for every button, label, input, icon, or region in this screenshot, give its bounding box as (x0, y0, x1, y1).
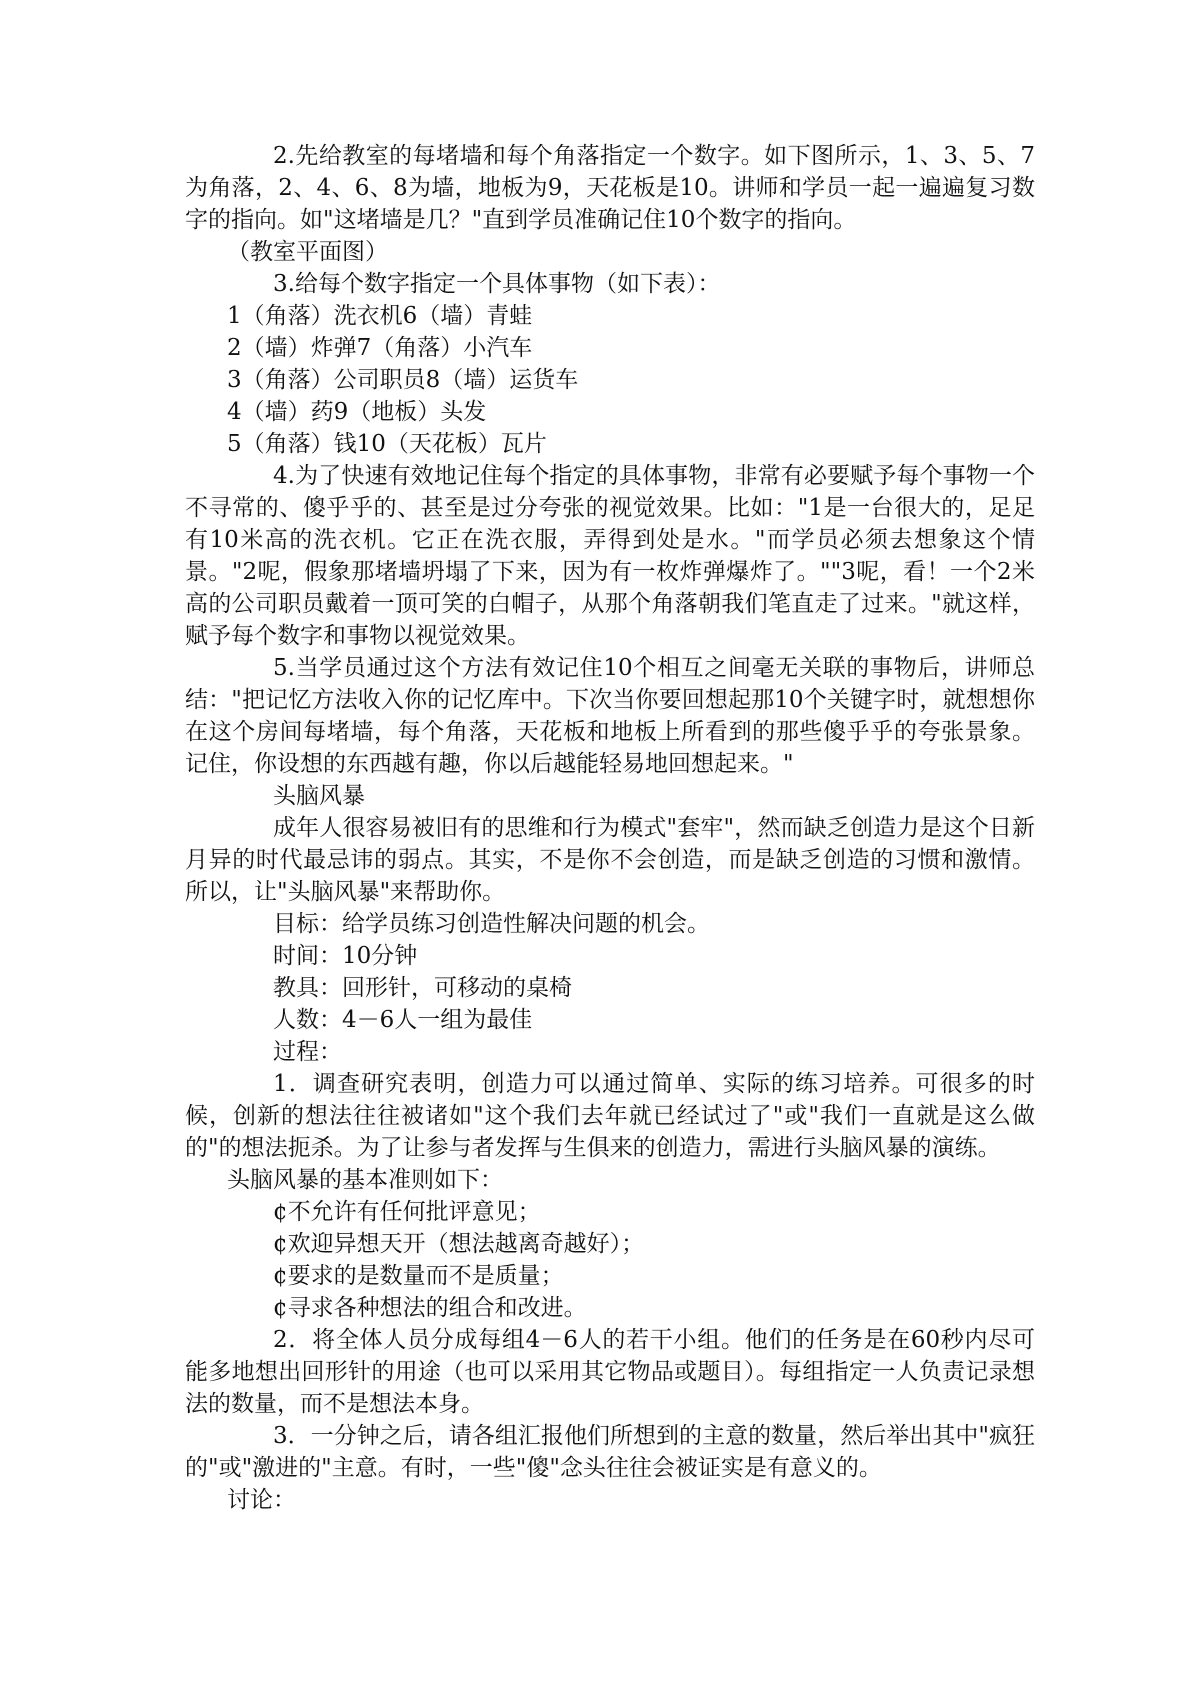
paragraph: 1．调查研究表明，创造力可以通过简单、实际的练习培养。可很多的时候，创新的想法往往被诸如"这个我们去年就已经试过了"或"我们一直就是这么做的"的想法扼杀。为了让参与者发挥与生俱来的创造力，需进行头脑风暴的演练。 (185, 1071, 1035, 1161)
paragraph: 讨论： (227, 1487, 296, 1513)
list-item: 4（墙）药9（地板）头发 (227, 399, 487, 425)
list-item: ¢要求的是数量而不是质量； (273, 1263, 564, 1289)
paragraph: 成年人很容易被旧有的思维和行为模式"套牢"，然而缺乏创造力是这个日新月异的时代最忌讳的弱点。其实，不是你不会创造，而是缺乏创造的习惯和激情。所以，让"头脑风暴"来帮助你。 (185, 815, 1035, 905)
section-heading: 头脑风暴 (273, 783, 365, 809)
paragraph: 头脑风暴的基本准则如下： (227, 1167, 503, 1193)
paragraph: 5.当学员通过这个方法有效记住10个相互之间毫无关联的事物后，讲师总结："把记忆方法收入你的记忆库中。下次当你要回想起那10个关键字时，就想想你在这个房间每堵墙，每个角落，天花板和地板上所看到的那些傻乎乎的夸张景象。记住，你设想的东西越有趣，你以后越能轻易地回想起来。" (185, 655, 1035, 777)
list-item: 2（墙）炸弹7（角落）小汽车 (227, 335, 533, 361)
document-body (185, 140, 1035, 1516)
list-item: ¢欢迎异想天开（想法越离奇越好）； (273, 1231, 645, 1257)
paragraph: 人数：4－6人一组为最佳 (273, 1007, 533, 1033)
list-item: 1（角落）洗衣机6（墙）青蛙 (227, 303, 533, 329)
paragraph: 2.先给教室的每堵墙和每个角落指定一个数字。如下图所示，1、3、5、7为角落，2、4、6、8为墙，地板为9，天花板是10。讲师和学员一起一遍遍复习数字的指向。如"这堵墙是几？"直到学员准确记住10个数字的指向。 (185, 143, 1035, 233)
list-item: ¢寻求各种想法的组合和改进。 (273, 1295, 587, 1321)
paragraph: 3.给每个数字指定一个具体事物（如下表）： (273, 271, 721, 297)
paragraph: （教室平面图） (227, 239, 388, 265)
paragraph: 过程： (273, 1039, 342, 1065)
paragraph: 4.为了快速有效地记住每个指定的具体事物，非常有必要赋予每个事物一个不寻常的、傻乎乎的、甚至是过分夸张的视觉效果。比如："1是一台很大的，足足有10米高的洗衣机。它正在洗衣服，弄得到处是水。"而学员必须去想象这个情景。"2呢，假象那堵墙坍塌了下来，因为有一枚炸弹爆炸了。""3呢，看！一个2米高的公司职员戴着一顶可笑的白帽子，从那个角落朝我们笔直走了过来。"就这样，赋予每个数字和事物以视觉效果。 (185, 463, 1035, 649)
paragraph: 时间：10分钟 (273, 943, 418, 969)
list-item: 5（角落）钱10（天花板）瓦片 (227, 431, 547, 457)
paragraph: 2．将全体人员分成每组4－6人的若干小组。他们的任务是在60秒内尽可能多地想出回形针的用途（也可以采用其它物品或题目）。每组指定一人负责记录想法的数量，而不是想法本身。 (185, 1327, 1035, 1417)
paragraph: 教具：回形针，可移动的桌椅 (273, 975, 572, 1001)
paragraph: 目标：给学员练习创造性解决问题的机会。 (273, 911, 710, 937)
list-item: 3（角落）公司职员8（墙）运货车 (227, 367, 579, 393)
list-item: ¢不允许有任何批评意见； (273, 1199, 541, 1225)
paragraph: 3．一分钟之后，请各组汇报他们所想到的主意的数量，然后举出其中"疯狂的"或"激进的"主意。有时，一些"傻"念头往往会被证实是有意义的。 (185, 1423, 1035, 1481)
